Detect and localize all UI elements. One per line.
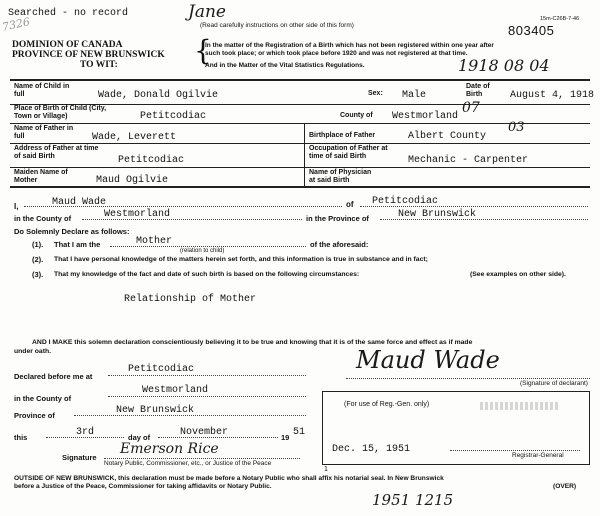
declaration-county-line <box>82 219 302 220</box>
declared-county-label: in the County of <box>14 394 72 403</box>
row-divider-4 <box>10 167 590 168</box>
father-name-label: Name of Father in full <box>14 125 74 140</box>
item-3-text: That my knowledge of the fact and date of such birth is based on the following circumstances: <box>54 271 360 278</box>
matter-line-1: In the matter of the Registration of a Birth which has not been registered within one year after <box>205 42 494 49</box>
month-value: November <box>180 427 229 438</box>
declaration-province-line <box>380 219 588 220</box>
child-name-value: Wade, Donald Ogilvie <box>98 90 219 101</box>
declarant-signature: Maud Wade <box>356 346 500 374</box>
handwritten-registration-number: 1951 1215 <box>372 491 454 509</box>
child-name-label: Name of Child in full <box>14 83 70 98</box>
certificate-number: 803405 <box>508 23 555 38</box>
county-value: Westmorland <box>392 111 459 122</box>
declared-before-label: Declared before me at <box>14 372 93 381</box>
box-bottom-border <box>10 186 590 188</box>
month-line <box>158 437 278 438</box>
relation-value: Mother <box>136 236 173 247</box>
father-occupation-label: Occupation of Father at time of said Birth <box>309 145 388 160</box>
column-divider <box>304 124 305 186</box>
physician-label: Name of Physician at said Birth <box>309 169 372 184</box>
province-heading: PROVINCE OF NEW BRUNSWICK <box>12 50 165 60</box>
dob-label: Date of Birth <box>466 83 490 98</box>
top-signature: Jane <box>188 2 226 22</box>
county-annotation: 07 <box>462 100 480 116</box>
county-label: County of <box>340 112 373 119</box>
day-value: 3rd <box>76 427 95 438</box>
registrar-use-label: (For use of Reg.-Gen. only) <box>344 401 430 408</box>
item-3-number: (3). <box>32 270 44 279</box>
notary-caption: Notary Public, Commissioner, etc., or Justice of the Peace <box>104 460 272 467</box>
father-name-value: Wade, Leverett <box>92 132 177 143</box>
item-3-examples: (See examples on other side). <box>470 271 566 278</box>
notary-signature-line <box>104 458 300 459</box>
item-2-text: That I have personal knowledge of the matters herein set forth, and this information is true in substance and in fact; <box>54 256 428 263</box>
matter-line-3: And in the Matter of the Vital Statistics Regulations. <box>205 62 365 69</box>
sex-label: Sex: <box>368 90 383 97</box>
solemn-line-2: under oath. <box>14 348 52 355</box>
mother-maiden-label: Maiden Name of Mother <box>14 169 68 184</box>
declarant-caption: (Signature of declarant) <box>520 380 588 387</box>
faded-registrar-text <box>480 402 558 410</box>
dominion-heading: DOMINION OF CANADA <box>12 40 123 50</box>
declaration-i-label: I, <box>14 202 19 211</box>
registrar-signature-line <box>450 450 580 451</box>
matter-line-2: such took place; or which took place before 1920 and was not registered at that time. <box>205 50 468 57</box>
to-wit-heading: TO WIT: <box>80 60 118 70</box>
declaration-province: New Brunswick <box>398 209 477 220</box>
declaration-province-label: in the Province of <box>306 214 369 223</box>
file-number: 1918 08 04 <box>458 56 550 75</box>
item-1-number: (1). <box>32 240 44 249</box>
declaration-county: Westmorland <box>104 209 171 220</box>
father-birthplace-label: Birthplace of Father <box>309 132 376 139</box>
declared-before-line <box>108 375 306 376</box>
declaration-county-label: in the County of <box>14 214 72 223</box>
this-label: this <box>14 433 28 442</box>
declared-county-line <box>108 396 306 397</box>
footer-line-1: OUTSIDE OF NEW BRUNSWICK, this declaration must be made before a Notary Public who shall affix his notarial seal. In New Brunswick <box>14 475 444 482</box>
faded-stamp-number: 7326 <box>0 15 32 34</box>
footer-line-2: before a Justice of the Peace, Commissioner for taking affidavits or Notary Public. <box>14 483 272 490</box>
year-value: 51 <box>293 427 306 438</box>
notary-signature: Emerson Rice <box>120 441 219 457</box>
father-occupation-value: Mechanic - Carpenter <box>408 155 529 166</box>
father-birthplace-value: Albert County <box>408 131 487 142</box>
read-instructions: (Read carefully instructions on other side of this form) <box>200 22 354 29</box>
birthplace-annotation: 03 <box>508 120 525 135</box>
signature-label: Signature <box>62 453 97 462</box>
matter-brace: { <box>194 34 212 67</box>
declarant-name: Maud Wade <box>52 197 107 208</box>
searched-note: Searched - no record <box>8 8 129 19</box>
registrar-caption: Registrar-General <box>512 452 564 459</box>
row-divider-2 <box>10 123 590 124</box>
declaration-of-label: of <box>346 200 354 209</box>
form-code: 15m-C26B-7-46 <box>540 16 580 22</box>
day-line <box>46 437 124 438</box>
day-of-label: day of <box>128 433 151 442</box>
declared-province-label: Province of <box>14 411 55 420</box>
solemnly-declare: Do Solemnly Declare as follows: <box>14 227 130 236</box>
declared-province-value: New Brunswick <box>116 405 195 416</box>
relation-line <box>110 246 306 247</box>
item-1-text: That I am the <box>54 240 101 249</box>
sex-value: Male <box>402 90 427 101</box>
mother-maiden-value: Maud Ogilvie <box>96 175 169 186</box>
registrar-date: Dec. 15, 1951 <box>332 444 411 455</box>
row-divider-3 <box>10 143 590 144</box>
footer-mark: 1 <box>324 466 328 473</box>
declared-province-line <box>74 415 306 416</box>
dob-value: August 4, 1918 <box>510 90 595 101</box>
declarant-place-line <box>360 206 588 207</box>
box-top-border <box>10 79 590 81</box>
year-prefix: 19 <box>281 433 290 442</box>
relation-caption: (relation to child) <box>180 248 225 254</box>
declared-county-value: Westmorland <box>142 385 209 396</box>
father-address-label: Address of Father at time of said Birth <box>14 145 99 160</box>
declared-before-value: Petitcodiac <box>128 364 195 375</box>
footer-over: (OVER) <box>553 483 577 490</box>
solemn-line-1: AND I MAKE this solemn declaration conscientiously believing it to be true and knowing that it is of the same force and effect as if made <box>32 339 473 346</box>
item-1-end: of the aforesaid: <box>310 240 369 249</box>
declarant-place: Petitcodiac <box>372 196 439 207</box>
place-of-birth-label: Place of Birth of Child (City, Town or Village) <box>14 105 107 120</box>
declarant-name-line <box>24 206 342 207</box>
father-address-value: Petitcodiac <box>118 155 185 166</box>
declarant-signature-line <box>346 378 590 379</box>
place-of-birth-value: Petitcodiac <box>140 111 207 122</box>
circumstance-text: Relationship of Mother <box>124 294 257 305</box>
item-2-number: (2). <box>32 255 44 264</box>
